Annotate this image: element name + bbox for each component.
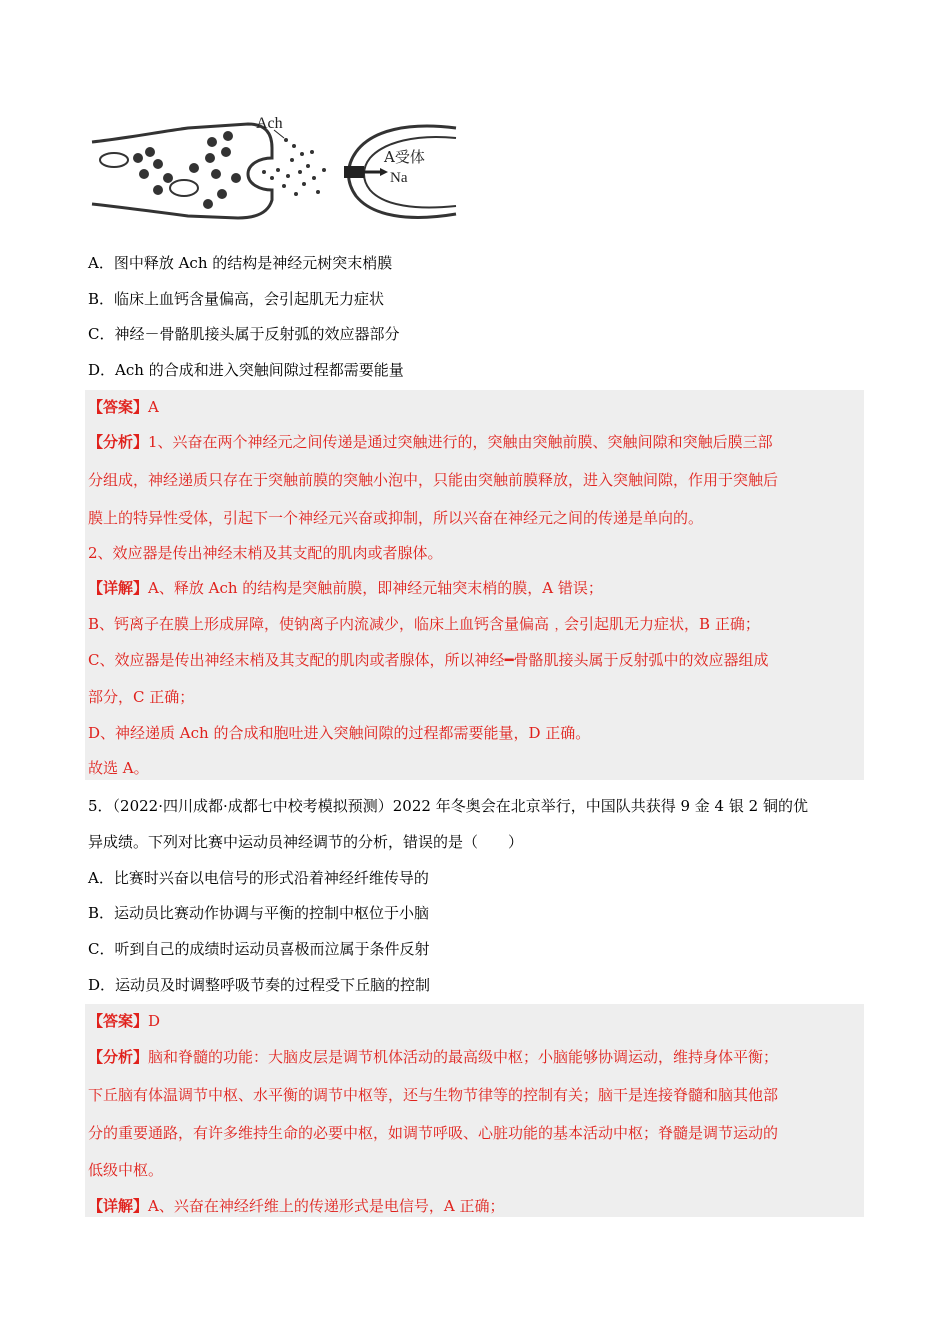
q4-detail-line-6: 故选 A。 xyxy=(88,759,149,777)
mitochondrion-1 xyxy=(100,153,128,167)
detail-text: A、兴奋在神经纤维上的传递形式是电信号，A 正确； xyxy=(148,1197,505,1215)
q4-option-c: C．神经－骨骼肌接头属于反射弧的效应器部分 xyxy=(88,325,400,343)
q5-analysis-line-1 xyxy=(88,1047,864,1067)
detail-text: A、释放 Ach 的结构是突触前膜，即神经元轴突末梢的膜，A 错误； xyxy=(148,579,603,597)
mitochondrion-2 xyxy=(170,180,198,196)
receptor-block xyxy=(344,166,364,178)
q5-analysis-line-2: 下丘脑有体温调节中枢、水平衡的调节中枢等，还与生物节律等的控制有关；脑干是连接脊髓和脑其他部 xyxy=(88,1086,779,1104)
synapse-diagram xyxy=(88,112,460,230)
synaptic-vesicles xyxy=(133,131,241,209)
q5-analysis-line-4: 低级中枢。 xyxy=(88,1161,164,1179)
q4-option-b: B．临床上血钙含量偏高，会引起肌无力症状 xyxy=(88,290,385,308)
answer-value: A xyxy=(148,398,159,416)
detail-tag: 【详解】 xyxy=(88,1197,149,1215)
analysis-text: 脑和脊髓的功能：大脑皮层是调节机体活动的最高级中枢；小脑能够协调运动，维持身体平衡； xyxy=(148,1048,779,1066)
q4-detail-line-3: C、效应器是传出神经末梢及其支配的肌肉或者腺体，所以神经━骨骼肌接头属于反射弧中的效应器组成 xyxy=(88,651,769,669)
q5-option-c: C．听到自己的成绩时运动员喜极而泣属于条件反射 xyxy=(88,940,430,958)
answer-tag: 【答案】 xyxy=(88,1012,149,1030)
q5-option-a: A．比赛时兴奋以电信号的形式沿着神经纤维传导的 xyxy=(88,869,429,887)
q5-option-b: B．运动员比赛动作协调与平衡的控制中枢位于小脑 xyxy=(88,904,430,922)
q4-option-d: D．Ach 的合成和进入突触间隙过程都需要能量 xyxy=(88,361,404,379)
q4-analysis-line-4: 2、效应器是传出神经末梢及其支配的肌肉或者腺体。 xyxy=(88,544,443,562)
answer-value: D xyxy=(148,1012,161,1030)
analysis-text: 1、兴奋在两个神经元之间传递是通过突触进行的，突触由突触前膜、突触间隙和突触后膜三部 xyxy=(148,433,773,451)
q5-detail-line-1 xyxy=(88,1196,864,1216)
receptor-label: A受体 xyxy=(384,148,425,166)
q5-solution-block xyxy=(85,1004,864,1217)
na-arrowhead xyxy=(380,168,388,176)
q5-stem-line-2: 异成绩。下列对比赛中运动员神经调节的分析，错误的是（ ） xyxy=(88,833,524,851)
presynaptic-membrane xyxy=(92,124,272,218)
q4-analysis-line-3: 膜上的特异性受体，引起下一个神经元兴奋或抑制，所以兴奋在神经元之间的传递是单向的。 xyxy=(88,509,704,527)
q4-analysis-line-1 xyxy=(88,432,864,452)
q5-analysis-line-3: 分的重要通路，有许多维持生命的必要中枢，如调节呼吸、心脏功能的基本活动中枢；脊髓是调节运动的 xyxy=(88,1124,779,1142)
answer-tag: 【答案】 xyxy=(88,398,149,416)
q4-option-a: A．图中释放 Ach 的结构是神经元树突末梢膜 xyxy=(88,254,393,272)
ach-label: Ach xyxy=(256,115,283,132)
q4-detail-line-2: B、钙离子在膜上形成屏障，使钠离子内流减少，临床上血钙含量偏高﹐会引起肌无力症状，B 正确； xyxy=(88,615,760,633)
na-label: Na xyxy=(390,170,408,186)
detail-tag: 【详解】 xyxy=(88,579,149,597)
q5-answer xyxy=(88,1011,864,1031)
q4-analysis-line-2: 分组成，神经递质只存在于突触前膜的突触小泡中，只能由突触前膜释放，进入突触间隙，作用于突触后 xyxy=(88,471,779,489)
q5-option-d: D．运动员及时调整呼吸节奏的过程受下丘脑的控制 xyxy=(88,976,431,994)
q4-detail-line-5: D、神经递质 Ach 的合成和胞吐进入突触间隙的过程都需要能量，D 正确。 xyxy=(88,724,591,742)
q4-detail-line-1 xyxy=(88,578,864,598)
q4-answer xyxy=(88,397,864,417)
q4-detail-line-4: 部分，C 正确； xyxy=(88,688,195,706)
q5-stem-line-1: 5．（2022·四川成都·成都七中校考模拟预测）2022 年冬奥会在北京举行，中国队共获得 9 金 4 银 2 铜的优 xyxy=(88,797,808,815)
analysis-tag: 【分析】 xyxy=(88,433,149,451)
analysis-tag: 【分析】 xyxy=(88,1048,149,1066)
